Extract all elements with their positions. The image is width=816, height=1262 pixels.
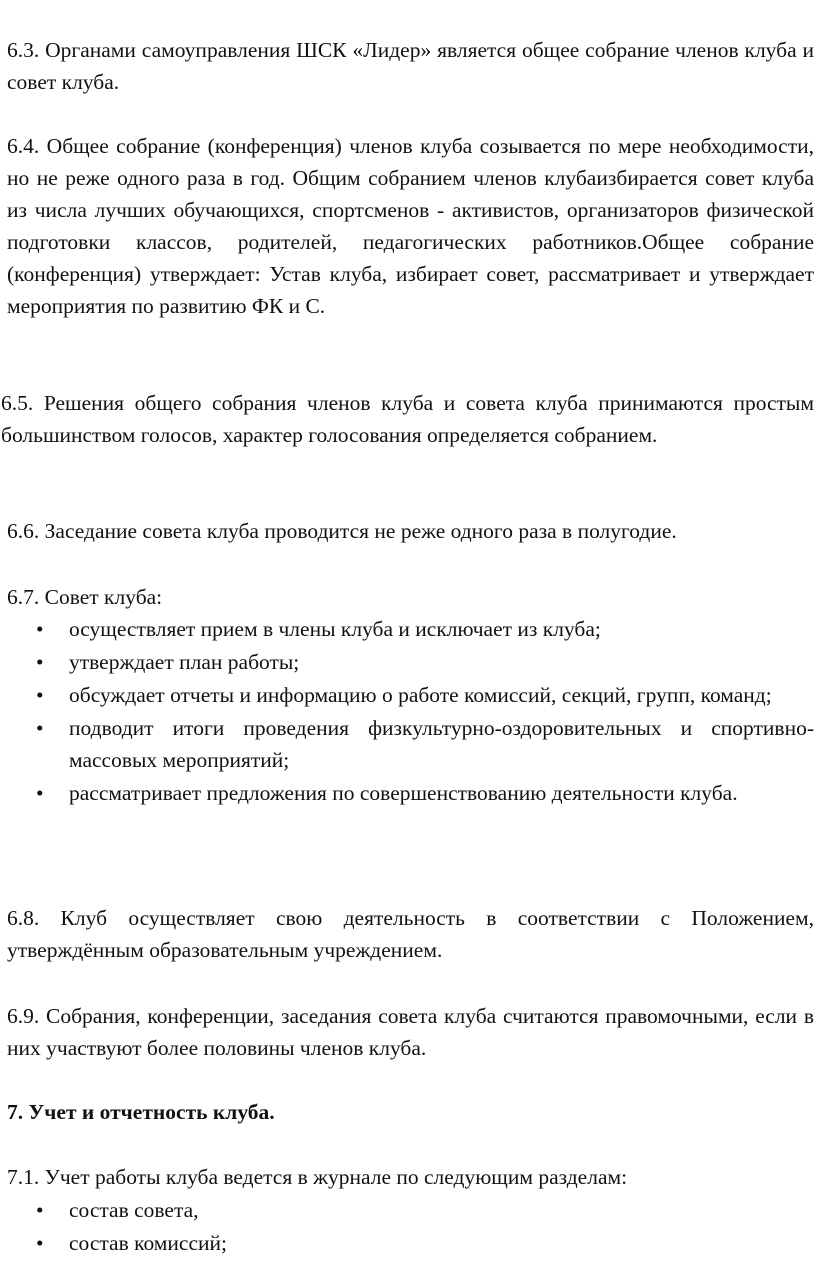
list-item: • осуществляет прием в члены клуба и исключает из клуба;	[0, 613, 814, 645]
journal-sections-list	[0, 1194, 814, 1260]
list-item: • утверждает план работы;	[0, 646, 814, 678]
bullet-icon: •	[36, 650, 44, 674]
list-item: • подводит итоги проведения физкультурно-оздоровительных и спортивно-массовых мероприятий;	[0, 712, 814, 776]
paragraph-6-9: 6.9. Собрания, конференции, заседания совета клуба считаются правомочными, если в них участвуют более половины членов клуба.	[7, 1004, 814, 1060]
bullet-icon: •	[36, 683, 44, 707]
list-item: • состав совета,	[0, 1194, 814, 1226]
paragraph-6-3: 6.3. Органами самоуправления ШСК «Лидер» является общее собрание членов клуба и совет клуба.	[7, 38, 814, 94]
bullet-icon: •	[36, 617, 44, 641]
list-item: • рассматривает предложения по совершенствованию деятельности клуба.	[0, 777, 814, 809]
paragraph-6-4: 6.4. Общее собрание (конференция) членов клуба созывается по мере необходимости, но не реже одного раза в год. Общим собранием членов клубаизбирается совет клуба из числа лучших обучающихся, спортсменов - активистов, организаторов физической подготовки классов, родителей, педагогических работников.Общее собрание (конференция) утверждает: Устав клуба, избирает совет, рассматривает и утверждает мероприятия по развитию ФК и С.	[7, 134, 814, 318]
list-item: • обсуждает отчеты и информацию о работе комиссий, секций, групп, команд;	[0, 679, 814, 711]
council-duties-list	[0, 613, 814, 810]
paragraph-6-5: 6.5. Решения общего собрания членов клуба и совета клуба принимаются простым большинством голосов, характер голосования определяется собранием.	[1, 391, 814, 447]
section-heading-7: 7. Учет и отчетность клуба.	[7, 1100, 275, 1124]
bullet-icon: •	[36, 1198, 44, 1222]
paragraph-6-7: 6.7. Совет клуба:	[7, 585, 163, 609]
bullet-icon: •	[36, 716, 44, 740]
bullet-icon: •	[36, 781, 44, 805]
paragraph-7-1: 7.1. Учет работы клуба ведется в журнале по следующим разделам:	[7, 1165, 628, 1189]
paragraph-6-8: 6.8. Клуб осуществляет свою деятельность в соответствии с Положением, утверждённым образовательным учреждением.	[7, 906, 814, 962]
list-item: • состав комиссий;	[0, 1227, 814, 1259]
paragraph-6-6: 6.6. Заседание совета клуба проводится не реже одного раза в полугодие.	[7, 519, 677, 543]
bullet-icon: •	[36, 1231, 44, 1255]
